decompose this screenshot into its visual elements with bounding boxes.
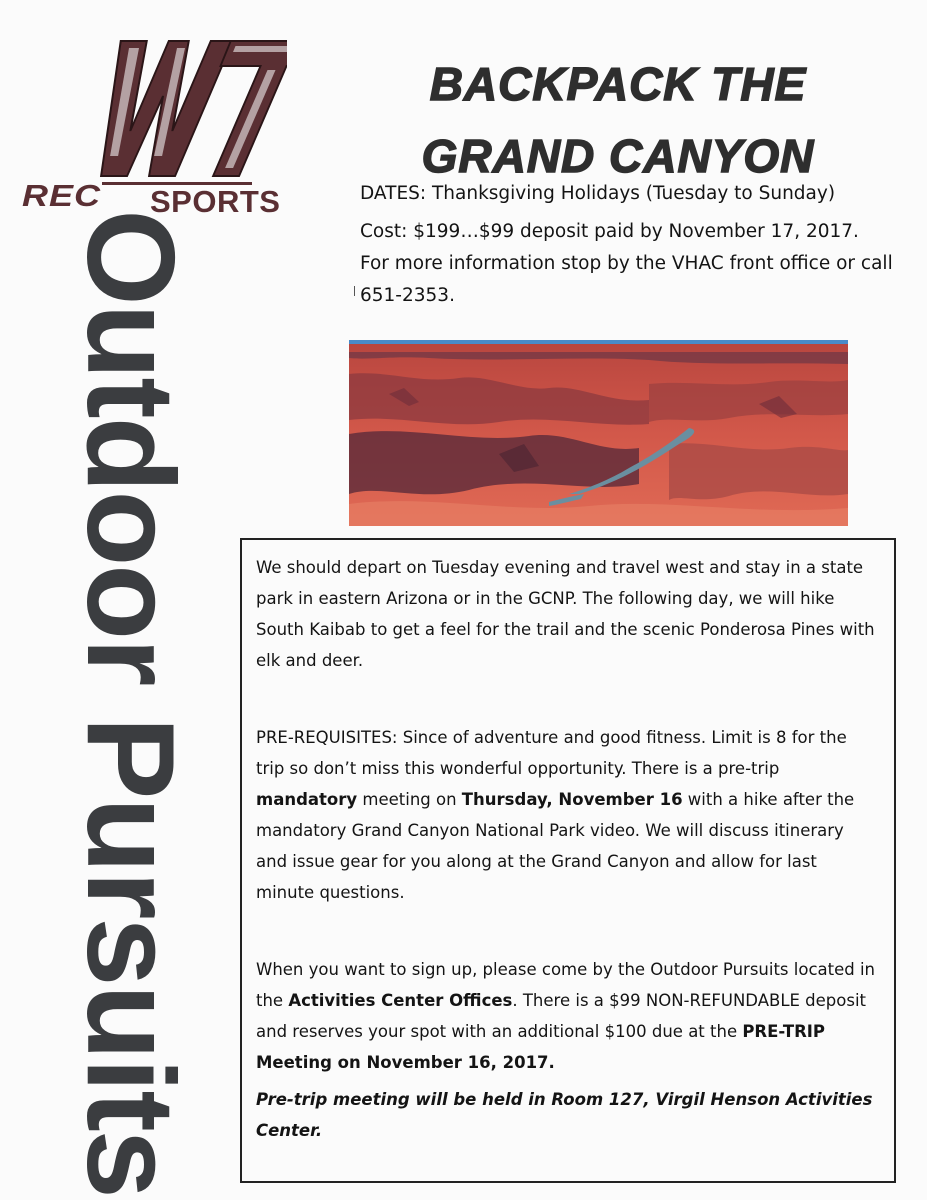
- logo-sports-text: SPORTS: [150, 184, 281, 219]
- prereq-date: Thursday, November 16: [461, 790, 683, 809]
- wt-logo-mark: [62, 36, 287, 196]
- vertical-banner: [61, 209, 199, 1197]
- title-line-1: BACKPACK THE: [429, 58, 807, 110]
- trip-details-box: [240, 538, 896, 1183]
- logo-rec-text: REC: [22, 178, 102, 213]
- page-title: [368, 48, 868, 192]
- signup-pretrip: PRE-TRIP Meeting on November 16, 2017.: [256, 1022, 826, 1072]
- signup-intro: When you want to sign up, please come by the Outdoor Pursuits located in the: [256, 960, 876, 1010]
- canyon-illustration: [349, 344, 848, 526]
- trip-info: [360, 178, 900, 312]
- signup-location: Activities Center Offices: [288, 991, 513, 1010]
- vertical-banner-text: Outdoor Pursuits: [61, 209, 199, 1197]
- prerequisites-paragraph: [256, 722, 880, 908]
- title-line-2: GRAND CANYON: [421, 130, 815, 182]
- prereq-mandatory: mandatory: [256, 790, 358, 809]
- prereq-end: with a hike after the mandatory Grand Canyon National Park video. We will discuss itinerary and issue gear for you along at the Grand Canyon and allow for last minute questions.: [256, 790, 855, 902]
- stray-mark: [354, 286, 355, 296]
- meeting-location-note: Pre-trip meeting will be held in Room 127, Virgil Henson Activities Center.: [256, 1090, 873, 1140]
- grand-canyon-photo: [349, 340, 848, 526]
- trip-cost: Cost: $199…$99 deposit paid by November 17, 2017.: [360, 221, 859, 242]
- signup-paragraph: [256, 954, 880, 1078]
- prereq-mid: meeting on: [357, 790, 462, 809]
- signup-mid: . There is a $99 NON-REFUNDABLE deposit and reserves your spot with an additional $100 due at the: [256, 991, 867, 1041]
- itinerary-paragraph: We should depart on Tuesday evening and travel west and stay in a state park in eastern Arizona or in the GCNP. The following day, we will hike South Kaibab to get a feel for the trail and the scenic Ponderosa Pines with elk and deer.: [256, 558, 875, 670]
- trip-contact: For more information stop by the VHAC front office or call 651-2353.: [360, 253, 893, 306]
- trip-dates: DATES: Thanksgiving Holidays (Tuesday to Sunday): [360, 183, 836, 204]
- logo: [22, 30, 284, 220]
- prereq-intro: PRE-REQUISITES: Since of adventure and good fitness. Limit is 8 for the trip so don’t miss this wonderful opportunity. There is a pre-trip: [256, 728, 847, 778]
